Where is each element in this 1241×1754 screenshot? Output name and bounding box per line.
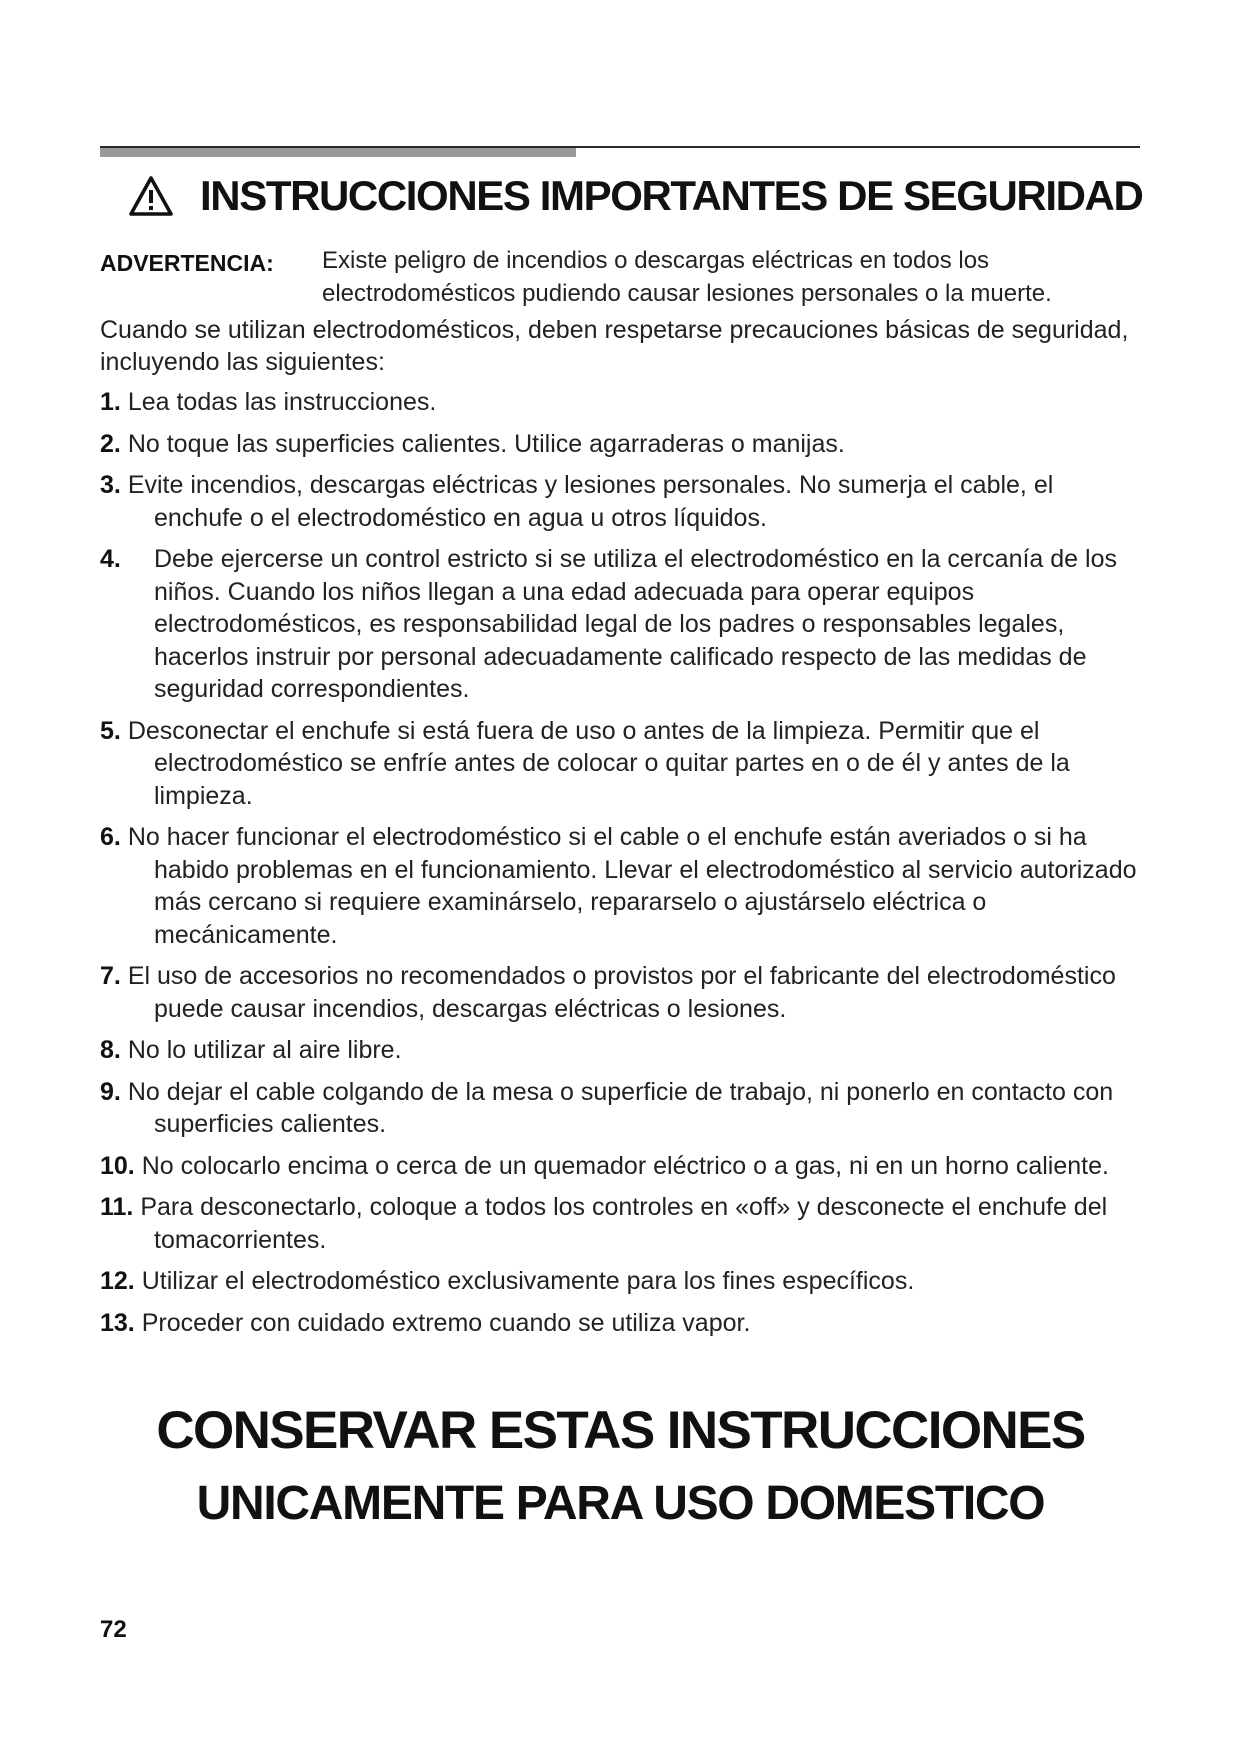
warning-label: ADVERTENCIA:	[100, 250, 274, 276]
list-item-number: 7.	[100, 962, 121, 990]
list-item	[100, 960, 1140, 1025]
list-item-number: 2.	[100, 429, 121, 458]
list-item-number: 8.	[100, 1036, 121, 1064]
list-item-text: Debe ejercerse un control estricto si se utiliza el electrodoméstico en la cercanía de los niños. Cuando los niños llegan a una edad adecuada para operar equipos electrodomésticos, es responsabilidad legal de los padres o responsables legales, hacerlos instruir por personal adecuadamente calificado respecto de las medidas de seguridad correspondientes.	[154, 545, 1117, 703]
list-item-text: No hacer funcionar el electrodoméstico si el cable o el enchufe están averiados o si ha habido problemas en el funcionamiento. Llevar el electrodoméstico al servicio autorizado más cercano si requiere examinárselo, repararselo o ajustárselo eléctrica o mecánicamente.	[127, 823, 1137, 949]
list-item-number: 1.	[100, 388, 121, 416]
list-item-text: No lo utilizar al aire libre.	[127, 1036, 402, 1064]
list-item-number: 13.	[100, 1308, 135, 1337]
list-item	[100, 386, 1140, 419]
list-item-number: 4.	[100, 545, 121, 573]
list-item	[100, 1265, 1140, 1298]
list-item-text: El uso de accesorios no recomendados o provistos por el fabricante del electrodoméstico puede causar incendios, descargas eléctricas o lesiones.	[127, 962, 1116, 1023]
list-item	[100, 428, 1140, 461]
list-item	[100, 1034, 1140, 1067]
list-item	[100, 1191, 1140, 1256]
page-number: 72	[100, 1616, 127, 1643]
list-item-number: 5.	[100, 716, 121, 745]
header-rule	[100, 146, 1140, 158]
list-item-text: Lea todas las instrucciones.	[127, 388, 437, 416]
list-item-text: No dejar el cable colgando de la mesa o superficie de trabajo, ni ponerlo en contacto con superficies calientes.	[127, 1077, 1114, 1138]
list-item	[100, 469, 1140, 534]
list-item-number: 10.	[100, 1151, 135, 1180]
list-item-text: Utilizar el electrodoméstico exclusivamente para los fines específicos.	[141, 1267, 915, 1295]
list-item	[100, 543, 1140, 706]
list-item	[100, 1076, 1140, 1141]
list-item-text: No toque las superficies calientes. Utilice agarraderas o manijas.	[127, 429, 845, 458]
list-item	[100, 715, 1140, 813]
warning-text: Existe peligro de incendios o descargas eléctricas en todos los electrodomésticos pudiendo causar lesiones personales o la muerte.	[322, 247, 1052, 307]
warning-triangle-icon	[128, 175, 174, 217]
list-item-text: No colocarlo encima o cerca de un quemador eléctrico o a gas, ni en un horno caliente.	[141, 1151, 1109, 1180]
list-item-text: Para desconectarlo, coloque a todos los controles en «off» y desconecte el enchufe del tomacorrientes.	[140, 1193, 1108, 1254]
list-item-number: 6.	[100, 823, 121, 851]
list-item-text: Desconectar el enchufe si está fuera de uso o antes de la limpieza. Permitir que el electrodoméstico se enfríe antes de colocar o quitar partes en o de él y antes de la limpieza.	[127, 716, 1070, 810]
list-item-number: 12.	[100, 1267, 135, 1295]
safety-list	[100, 386, 1140, 1348]
header-rule-thick	[100, 148, 576, 157]
title-row	[128, 172, 1142, 220]
intro-paragraph: Cuando se utilizan electrodomésticos, deben respetarse precauciones básicas de seguridad, incluyendo las siguientes:	[100, 316, 1129, 376]
list-item-number: 9.	[100, 1077, 121, 1106]
page-title: INSTRUCCIONES IMPORTANTES DE SEGURIDAD	[200, 172, 1143, 219]
list-item-text: Evite incendios, descargas eléctricas y lesiones personales. No sumerja el cable, el enchufe o el electrodoméstico en agua u otros líquidos.	[127, 471, 1054, 532]
list-item-number: 3.	[100, 471, 121, 499]
list-item-text: Proceder con cuidado extremo cuando se utiliza vapor.	[141, 1308, 751, 1337]
list-item-number: 11.	[100, 1193, 134, 1221]
domestic-use-heading: UNICAMENTE PARA USO DOMESTICO	[196, 1477, 1045, 1530]
list-item	[100, 1307, 1140, 1340]
keep-instructions-heading: CONSERVAR ESTAS INSTRUCCIONES	[156, 1401, 1085, 1460]
list-item	[100, 821, 1140, 951]
list-item	[100, 1150, 1140, 1183]
